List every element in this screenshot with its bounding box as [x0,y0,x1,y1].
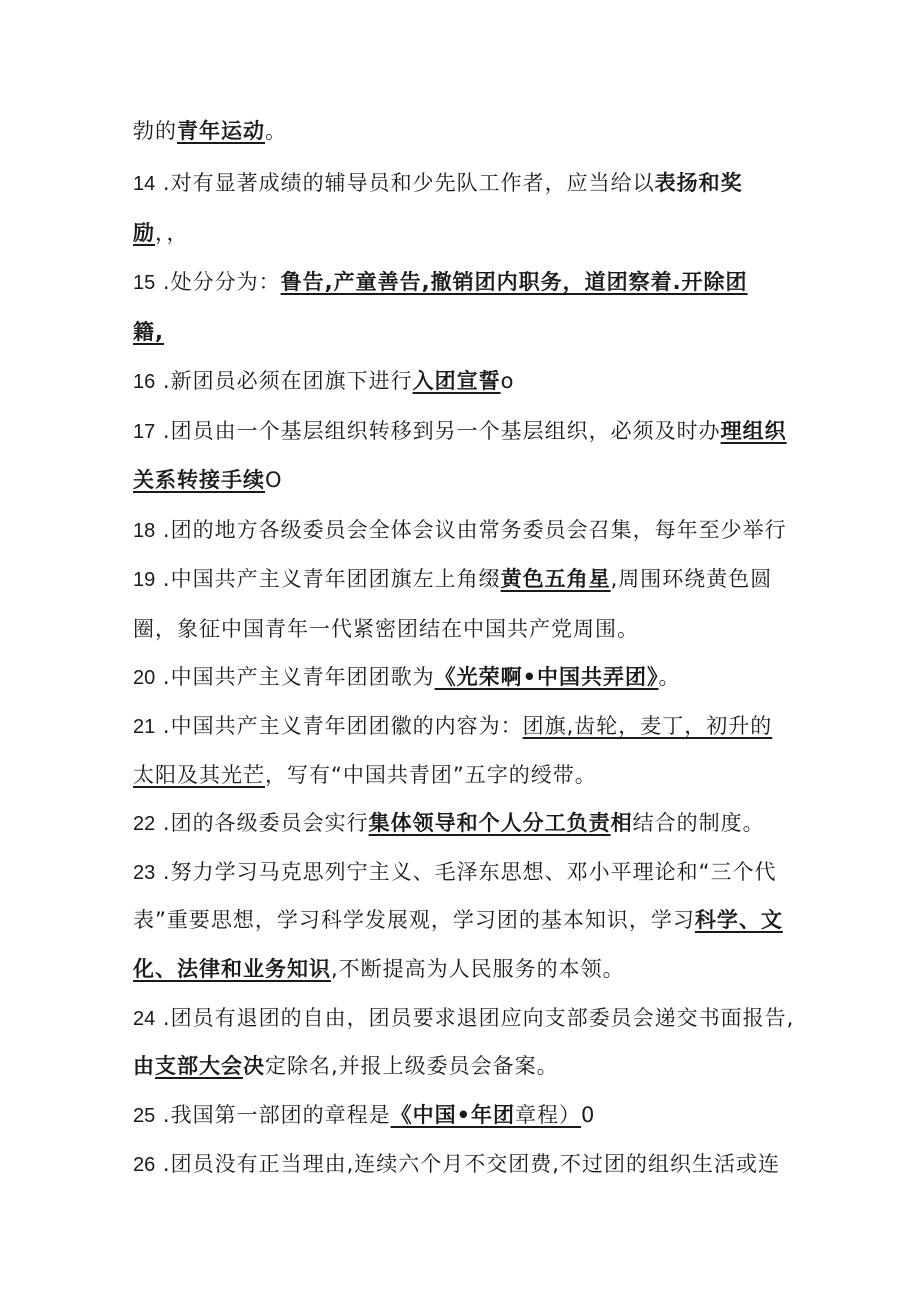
text-segment: .中国共产主义青年团团歌为 [155,665,435,689]
text-line [133,954,813,984]
text-line [133,515,813,545]
text-line [133,905,813,935]
text-line [133,168,813,198]
item-number: 17 [133,421,156,443]
text-segment: ，写有“中国共青团”五字的绶带。 [265,763,597,787]
answer-text: 黄色五角星 [500,567,611,591]
item-number: 15 [133,272,156,294]
text-line [133,1051,813,1081]
answer-text: 励 [133,221,155,245]
answer-text: 化、法律和业务知识 [133,957,331,981]
text-segment: .努力学习马克思列宁主义、毛泽东思想、邓小平理论和“三个代 [155,860,777,884]
text-line [133,465,813,495]
text-segment: .团的地方各级委员会全体会议由常务委员会召集，每年至少举行 [155,518,787,542]
text-segment: ,周围环绕黄色圆 [610,567,773,591]
answer-text: 关系转接手续 [133,468,265,492]
item-number: 22 [133,813,156,835]
text-segment: 决 [243,1054,265,1078]
text-segment: .团员有退团的自由，团员要求退团应向支部委员会递交书面报告, [155,1006,795,1030]
text-line [133,711,813,741]
text-segment: .中国共产主义青年团团旗左上角缀 [155,567,501,591]
text-segment: .我国第一部团的章程是 [155,1103,391,1127]
answer-text: 青年运动 [177,119,265,143]
item-number: 16 [133,371,156,393]
item-number: 14 [133,173,156,195]
text-line [133,366,813,396]
item-number: 23 [133,862,156,884]
text-segment: 定除名,并报上级委员会备案。 [265,1054,559,1078]
text-line [133,1003,813,1033]
answer-text: 入团宣誓 [412,369,501,393]
text-line [133,808,813,838]
text-segment: 由 [133,1054,155,1078]
text-line [133,662,813,692]
text-segment: .团的各级委员会实行 [155,811,369,835]
text-segment: 勃的 [133,119,177,143]
text-segment: ,不断提高为人民服务的本领。 [331,957,625,981]
text-segment: .新团员必须在团旗下进行 [155,369,413,393]
item-number: 24 [133,1008,156,1030]
text-segment: 结合的制度。 [632,811,765,835]
answer-text: 集体领导和个人分工负责 [368,811,611,835]
text-segment: O [265,468,283,492]
text-line [133,267,813,297]
text-line [133,564,813,594]
text-segment: 。 [658,665,681,689]
answer-text: 太阳及其光芒 [133,763,265,787]
text-line [133,857,813,887]
answer-text: 章程） [515,1103,582,1127]
text-line [133,1100,813,1130]
answer-text: 鲁告,产童善告,撤销团内职务，道团察着.开除团 [280,270,748,294]
item-number: 21 [133,716,156,738]
item-number: 26 [133,1154,156,1176]
answer-text: 籍, [133,320,164,344]
text-segment: o [500,369,515,393]
text-segment: 0 [581,1103,596,1127]
text-segment: 圈，象征中国青年一代紧密团结在中国共产党周围。 [133,617,639,641]
answer-text: 《中国•年团 [390,1103,516,1127]
text-segment: .处分分为： [155,270,281,294]
text-segment: 表扬和奖 [654,171,743,195]
answer-text: 理组织 [720,419,787,443]
text-line [133,317,813,347]
item-number: 19 [133,569,156,591]
answer-text: 科学、文 [694,908,783,932]
item-number: 18 [133,520,156,542]
text-line [133,614,813,644]
text-segment: 表”重要思想，学习科学发展观，学习团的基本知识，学习 [133,908,695,932]
text-line [133,1149,813,1179]
item-number: 25 [133,1105,156,1127]
answer-text: 支部大会 [155,1054,243,1078]
text-segment: .中国共产主义青年团团徽的内容为： [155,714,523,738]
text-line [133,760,813,790]
item-number: 20 [133,667,156,689]
text-segment: .团员没有正当理由,连续六个月不交团费,不过团的组织生活或连 [155,1152,780,1176]
text-line [133,416,813,446]
answer-text: 团旗,齿轮，麦丁，初升的 [522,714,773,738]
text-line [133,218,813,248]
answer-text: 《光荣啊•中国共弄团》 [434,665,659,689]
text-line [133,116,813,146]
text-segment: .团员由一个基层组织转移到另一个基层组织，必须及时办 [155,419,721,443]
text-segment: 相 [610,811,633,835]
text-segment: .对有显著成绩的辅导员和少先队工作者，应当给以 [155,171,655,195]
text-segment: ，， [155,221,189,245]
text-segment: 。 [265,119,287,143]
